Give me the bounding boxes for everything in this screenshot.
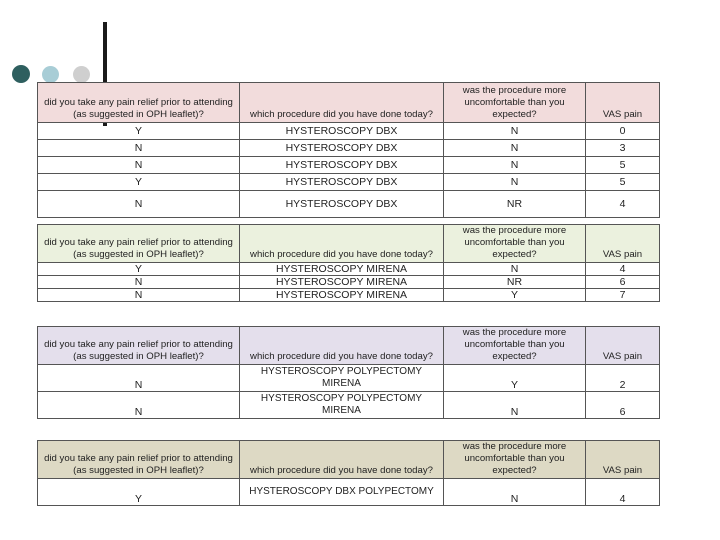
table-row [38, 263, 660, 276]
cell-uncomfortable: Y [444, 365, 586, 392]
cell-uncomfortable: N [444, 140, 586, 157]
table-row [38, 276, 660, 289]
table-row [38, 157, 660, 174]
cell-vas: 6 [586, 392, 660, 419]
cell-procedure: HYSTEROSCOPY DBX [240, 191, 444, 218]
cell-pain-relief: Y [38, 174, 240, 191]
cell-vas: 6 [586, 276, 660, 289]
cell-procedure: HYSTEROSCOPY DBX [240, 174, 444, 191]
cell-vas: 4 [586, 479, 660, 506]
table-row [38, 174, 660, 191]
cell-vas: 5 [586, 174, 660, 191]
cell-uncomfortable: NR [444, 191, 586, 218]
cell-vas: 3 [586, 140, 660, 157]
cell-procedure: HYSTEROSCOPY DBX [240, 123, 444, 140]
cell-uncomfortable: N [444, 263, 586, 276]
header-uncomfortable: was the procedure more uncomfortable than you expected? [444, 225, 586, 263]
table-row [38, 123, 660, 140]
cell-procedure: HYSTEROSCOPY MIRENA [240, 263, 444, 276]
cell-procedure: HYSTEROSCOPY DBX [240, 140, 444, 157]
cell-pain-relief: N [38, 365, 240, 392]
table-row [38, 191, 660, 218]
cell-procedure: HYSTEROSCOPY MIRENA [240, 289, 444, 302]
header-pain-relief: did you take any pain relief prior to attending (as suggested in OPH leaflet)? [38, 327, 240, 365]
header-vas: VAS pain [586, 441, 660, 479]
cell-vas: 0 [586, 123, 660, 140]
header-pain-relief: did you take any pain relief prior to attending (as suggested in OPH leaflet)? [38, 225, 240, 263]
header-uncomfortable: was the procedure more uncomfortable than you expected? [444, 327, 586, 365]
teal-dot-ornament [42, 66, 59, 83]
cell-uncomfortable: N [444, 157, 586, 174]
header-vas: VAS pain [586, 327, 660, 365]
cell-pain-relief: N [38, 157, 240, 174]
table-row [38, 289, 660, 302]
cell-pain-relief: N [38, 191, 240, 218]
survey-table-mirena [37, 224, 660, 302]
table-header-row [38, 225, 660, 263]
cell-vas: 5 [586, 157, 660, 174]
cell-procedure: HYSTEROSCOPY DBX POLYPECTOMY [240, 479, 444, 506]
header-procedure: which procedure did you have done today? [240, 441, 444, 479]
header-procedure: which procedure did you have done today? [240, 225, 444, 263]
header-procedure: which procedure did you have done today? [240, 327, 444, 365]
cell-uncomfortable: NR [444, 276, 586, 289]
table-row [38, 140, 660, 157]
table-header-row [38, 327, 660, 365]
dark-dot-ornament [12, 65, 30, 83]
survey-table-polypectomy-mirena [37, 326, 660, 419]
cell-uncomfortable: N [444, 123, 586, 140]
table-row [38, 392, 660, 419]
cell-pain-relief: N [38, 140, 240, 157]
cell-vas: 7 [586, 289, 660, 302]
header-procedure: which procedure did you have done today? [240, 83, 444, 123]
grey-dot-ornament [73, 66, 90, 83]
table-row [38, 479, 660, 506]
cell-pain-relief: N [38, 289, 240, 302]
header-vas: VAS pain [586, 83, 660, 123]
cell-uncomfortable: N [444, 479, 586, 506]
cell-uncomfortable: N [444, 392, 586, 419]
survey-table-dbx [37, 82, 660, 218]
cell-procedure: HYSTEROSCOPY POLYPECTOMY MIRENA [240, 392, 444, 419]
header-uncomfortable: was the procedure more uncomfortable than you expected? [444, 83, 586, 123]
cell-procedure: HYSTEROSCOPY POLYPECTOMY MIRENA [240, 365, 444, 392]
table-header-row [38, 83, 660, 123]
table-header-row [38, 441, 660, 479]
cell-uncomfortable: Y [444, 289, 586, 302]
cell-vas: 4 [586, 191, 660, 218]
header-vas: VAS pain [586, 225, 660, 263]
cell-vas: 4 [586, 263, 660, 276]
cell-uncomfortable: N [444, 174, 586, 191]
survey-table-dbx-polypectomy [37, 440, 660, 506]
cell-procedure: HYSTEROSCOPY DBX [240, 157, 444, 174]
cell-pain-relief: Y [38, 479, 240, 506]
cell-pain-relief: N [38, 392, 240, 419]
header-uncomfortable: was the procedure more uncomfortable than you expected? [444, 441, 586, 479]
cell-procedure: HYSTEROSCOPY MIRENA [240, 276, 444, 289]
cell-pain-relief: Y [38, 263, 240, 276]
header-pain-relief: did you take any pain relief prior to attending (as suggested in OPH leaflet)? [38, 83, 240, 123]
cell-pain-relief: N [38, 276, 240, 289]
header-pain-relief: did you take any pain relief prior to attending (as suggested in OPH leaflet)? [38, 441, 240, 479]
table-row [38, 365, 660, 392]
cell-vas: 2 [586, 365, 660, 392]
cell-pain-relief: Y [38, 123, 240, 140]
